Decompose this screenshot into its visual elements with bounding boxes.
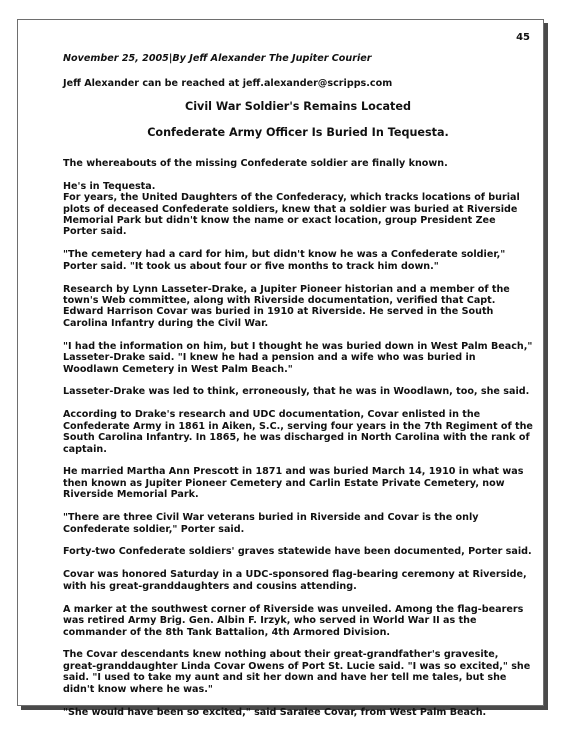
page-number: 45 xyxy=(516,32,530,43)
paragraph-7: Lasseter-Drake was led to think, erroneously, that he was in Woodlawn, too, she said. xyxy=(63,386,530,398)
paragraph-13: A marker at the southwest corner of Riverside was unveiled. Among the flag-bearers was retired Army Brig. Gen. Albin F. Irzyk, who served in World War II as the commander of the 8th Tank Battalion, 4th Armored Division. xyxy=(63,603,524,638)
article-headline: Civil War Soldier's Remains Located xyxy=(184,99,411,113)
paragraph-2: He's in Tequesta. xyxy=(63,180,156,192)
paragraph-11: Forty-two Confederate soldiers' graves statewide have been documented, Porter said. xyxy=(63,546,532,558)
paragraph-10: "There are three Civil War veterans buried in Riverside and Covar is the only Confederate soldier," Porter said. xyxy=(63,512,479,535)
paragraph-1: The whereabouts of the missing Confederate soldier are finally known. xyxy=(63,157,448,169)
article-dateline: November 25, 2005|By Jeff Alexander The Jupiter Courier xyxy=(63,53,372,64)
paragraph-14: The Covar descendants knew nothing about their great-grandfather's gravesite, great-granddaughter Linda Covar Owens of Port St. Lucie said. "I was so excited," she said. "I used to take my aunt and sit her down and have her tell me tales, but she didn't know where he was." xyxy=(63,649,531,695)
author-contact: Jeff Alexander can be reached at jeff.alexander@scripps.com xyxy=(63,78,393,90)
document-page xyxy=(17,19,544,718)
paragraph-12: Covar was honored Saturday in a UDC-sponsored flag-bearing ceremony at Riverside, with his great-granddaughters and cousins attending. xyxy=(63,569,527,592)
paragraph-8: According to Drake's research and UDC documentation, Covar enlisted in the Confederate Army in 1861 in Aiken, S.C., serving four years in the 7th Regiment of the South Carolina Infantry. In 1865, he was discharged in North Carolina with the rank of captain. xyxy=(63,409,533,455)
article-subhead: Confederate Army Officer Is Buried In Tequesta. xyxy=(147,125,449,139)
paragraph-4: "The cemetery had a card for him, but didn't know he was a Confederate soldier," Porter said. "It took us about four or five months to track him down." xyxy=(63,249,506,272)
paragraph-3: For years, the United Daughters of the Confederacy, which tracks locations of burial plots of deceased Confederate soldiers, knew that a soldier was buried at Riverside Memorial Park but didn't know the name or exact location, group President Zee Porter said. xyxy=(63,192,520,238)
article-body xyxy=(63,53,533,729)
paragraph-9: He married Martha Ann Prescott in 1871 and was buried March 14, 1910 in what was then known as Jupiter Pioneer Cemetery and Carlin Estate Private Cemetery, now Riverside Memorial Park. xyxy=(63,466,524,501)
paragraph-5: Research by Lynn Lasseter-Drake, a Jupiter Pioneer historian and a member of the town's Web committee, along with Riverside documentation, verified that Capt. Edward Harrison Covar was buried in 1910 at Riverside. He served in the South Carolina Infantry during the Civil War. xyxy=(63,283,510,329)
paragraph-6: "I had the information on him, but I thought he was buried down in West Palm Beach," Lasseter-Drake said. "I knew he had a pension and a wife who was buried in Woodlawn Cemetery in West Palm Beach." xyxy=(63,340,533,375)
paragraph-15: "She would have been so excited," said Saralee Covar, from West Palm Beach. xyxy=(63,706,487,718)
